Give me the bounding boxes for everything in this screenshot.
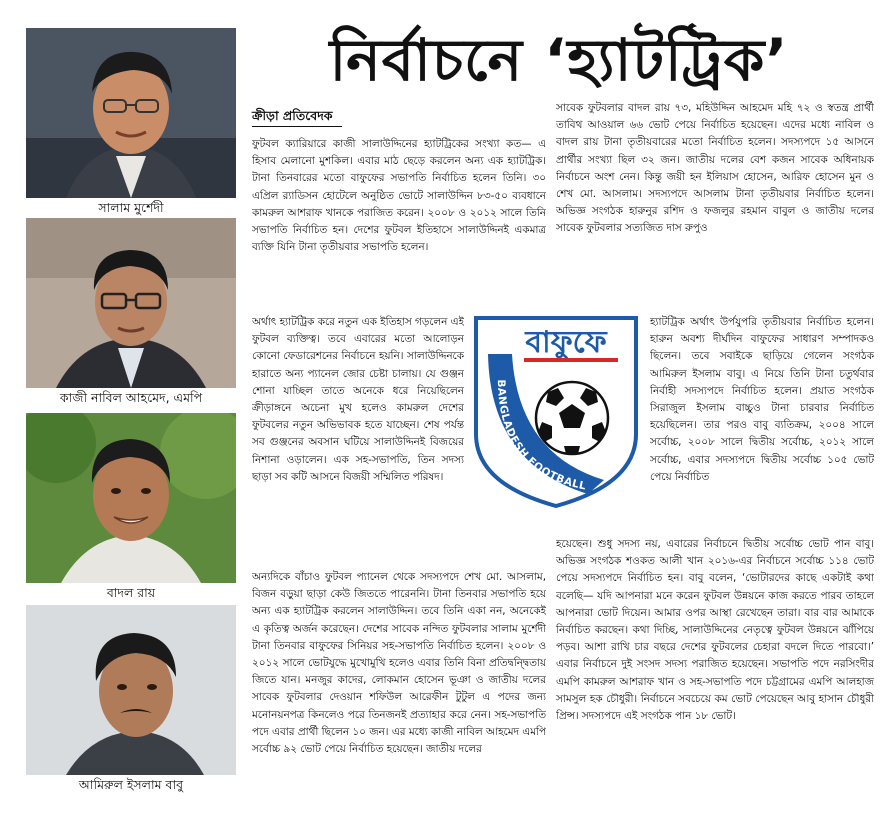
byline-underline [252,126,342,127]
football-icon [536,382,608,454]
photo-badal-roy [26,413,236,603]
column2-top-text: সাবেক ফুটবলার বাদল রায় ৭৩, মহিউদ্দিন আহমেদ মহি ৭২ ও স্বতন্ত্র প্রার্থী তাবিথ আওয়াল ৬৬ ভোট পেয়ে নির্বাচিত হয়েছেন। এদের মধ্যে নাবিল ও বাদল রায় টানা তৃতীয়বারের মতো নির্বাচিত হলেন। সদস্যপদে ১৫ আসনে প্রার্থীর সংখ্যা ছিল ৩২ জন। জাতীয় দলের বেশ কজন সাবেক অধিনায়ক নির্বাচনে অংশ নেন। কিন্তু জয়ী হন ইলিয়াস হোসেন, আরিফ হোসেন মুন ও শেখ মো. আসলাম। সদস্যপদে আসলাম টানা তৃতীয়বার নির্বাচিত হলেন। অভিজ্ঞ সংগঠক হারুনুর রশিদ ও ফজলুর রহমান বাবুল ও জাতীয় দলের সাবেক ফুটবলার সত্যজিত দাস রুপুও [556,102,874,235]
photo-caption: সালাম মুর্শেদী [98,200,164,215]
portrait-image [26,413,236,583]
byline: ক্রীড়া প্রতিবেদক [252,108,333,123]
logo-mark-text: বাফুফে [525,325,607,360]
portrait-image [26,605,236,775]
column2-bottom-text: হয়েছেন। শুধু সদস্য নয়, এবারের নির্বাচনে দ্বিতীয় সর্বোচ্চ ভোট পান বাবু। অভিজ্ঞ সংগঠক শওকত আলী খান ২০১৬-এর নির্বাচনে সর্বোচ্চ ১১৪ ভোট পেয়ে সদস্যপদে নির্বাচিত হন। বাবু বলেন, ‘ভোটারদের কাছে একটাই কথা বলেছি— যদি আপনারা মনে করেন ফুটবল উন্নয়নে কাজ করতে পারব তাহলে আপনারা ভোট দিয়েন। আমার ওপর আস্থা রেখেছেন তারা। বার বার আমাকে নির্বাচিত করছেন। কথা দিচ্ছি, সালাউদ্দিনের নেতৃত্বে ফুটবল উন্নয়নে ঝাঁপিয়ে পড়ব। আশা রাখি চার বছরে দেশের ফুটবলের চেহারা বদলে দিতে পারবো।’ এবার নির্বাচনে দুই সংসদ সদস্য পরাজিত হয়েছেন। সভাপতি পদে নরসিংদীর এমপি কামরুল আশরাফ খান ও সহ-সভাপতি পদে চট্টগ্রামের এমপি আলহাজ সামসুল হক চৌধুরী। নির্বাচনে সবচেয়ে কম ভোট পেয়েছেন আবু হাসান চৌধুরী প্রিন্স। সদস্যপদে এই সংগঠক পান ১৮ ভোট। [556,538,874,723]
photo-caption: আমিরুল ইসলাম বাবু [78,777,184,792]
photo-amirul-islam-babu [26,605,236,795]
column1-narrow-text: অর্থাৎ হ্যাটট্রিক করে নতুন এক ইতিহাস গড়লেন এই ফুটবল ব্যক্তিত্ব। তবে এবারের মতো আলোড়ন কোনো ফেডারেশনের নির্বাচনে হয়নি। সালাউদ্দিনকে হারাতে অন্য প্যানেল জোর চেষ্টা চালায়। যে গুঞ্জন শোনা যাচ্ছিল তাতে অনেকে ধরে নিয়েছিলেন ক্রীড়াঙ্গনে অচেনা মুখ হলেও কামরুল দেশের ফুটবলের নতুন অভিভাবক হতে যাচ্ছেন। শেষ পর্যন্ত সব গুঞ্জনের অবসান ঘটিয়ে সালাউদ্দিনই বিজয়ের নিশানা ওড়ালেন। এক সহ-সভাপতি, তিন সদস্য ছাড়া সব কটি আসনে বিজয়ী সম্মিলিত পরিষদ। [252,316,464,483]
portrait-image [26,218,236,388]
photo-caption: কাজী নাবিল আহমেদ, এমপি [59,390,203,405]
column1-top-text: ফুটবল ক্যারিয়ারে কাজী সালাউদ্দিনের হ্যাটট্রিকের সংখ্যা কত— এ হিসাব মেলানো মুশকিল। এবার মাঠ ছেড়ে করলেন অন্য এক হ্যাটট্রিক। টানা তিনবারের মতো বাফুফের সভাপতি নির্বাচিত হলেন তিনি। ৩০ এপ্রিল র‍্যাডিসন হোটেলে অনুষ্ঠিত ভোটে সালাউদ্দিন ৮৩-৫০ ব্যবধানে কামরুল আশরাফ খানকে পরাজিত করেন। ২০০৮ ও ২০১২ সালে তিনি সভাপতি নির্বাচিত হন। দেশের ফুটবল ইতিহাসে সালাউদ্দিনই একমাত্র ব্যক্তি যিনি টানা তৃতীয়বার সভাপতি হলেন। [252,138,546,254]
portrait-image [26,28,236,198]
column2-narrow-text: হ্যাটট্রিক অর্থাৎ উর্পযুপরি তৃতীয়বার নির্বাচিত হলেন। হারুন অবশ্য দীর্ঘদিন বাফুফের সাধারণ সম্পাদকও ছিলেন। তবে সবাইকে ছাড়িয়ে গেলেন সংগঠক আমিরুল ইসলাম বাবু। এ নিয়ে তিনি টানা চতুর্থবার নির্বাহী সদস্যপদে নির্বাচিত হলেন। প্রয়াত সংগঠক সিরাজুল ইসলাম বাচ্চুও টানা চারবার নির্বাচিত হয়েছিলেন। তার পরও বাবু ব্যতিক্রম, ২০০৪ সালে সর্বোচ্চ, ২০০৮ সালে দ্বিতীয় সর্বোচ্চ, ২০১২ সালে সর্বোচ্চ, এবার সদস্যপদে দ্বিতীয় সর্বোচ্চ ১০৫ ভোট পেয়ে নির্বাচিত [650,316,874,483]
bff-logo [468,314,644,510]
column1-bottom-text: অন্যদিকে বাঁচাও ফুটবল প্যানেল থেকে সদস্যপদে শেখ মো. আসলাম, বিজন বড়ুয়া ছাড়া কেউ জিততে পারেননি। টানা তিনবার সভাপতি হয়ে অন্য এক হ্যাটট্রিক করলেন সালাউদ্দিন। তবে তিনি একা নন, অনেকেই এ কৃতিত্ব অর্জন করেছেন। দেশের সাবেক নন্দিত ফুটবলার সালাম মুর্শেদী টানা তিনবার বাফুফের সিনিয়র সহ-সভাপতি নির্বাচিত হলেন। ২০০৮ ও ২০১২ সালে ভোটযুদ্ধে মুখোমুখি হলেও এবার তিনি বিনা প্রতিদ্বন্দ্বিতায় জিতে যান। মনজুর কাদের, লোকমান হোসেন ভূঞা ও জাতীয় দলের সাবেক ফুটবলার দেওয়ান শফিউল আরেফীন টুটুল এ পদের জন্য মনোনয়নপত্র কিনলেও পরে তিনজনই প্রত্যাহার করে নেন। সহ-সভাপতি পদে এবার প্রার্থী ছিলেন ১০ জন। এর মধ্যে কাজী নাবিল আহমেদ এমপি সর্বোচ্চ ৯২ ভোট পেয়ে নির্বাচিত হয়েছেন। জাতীয় দলের [252,571,546,756]
headline: নির্বাচনে ‘হ্যাটট্রিক’ [329,26,789,94]
logo-ring-text: BANGLADESH FOOTBALL [494,379,588,493]
photo-kazi-nabil-ahmed [26,218,236,408]
photo-caption: বাদল রায় [106,585,156,600]
photo-salam-murshedy [26,28,236,218]
